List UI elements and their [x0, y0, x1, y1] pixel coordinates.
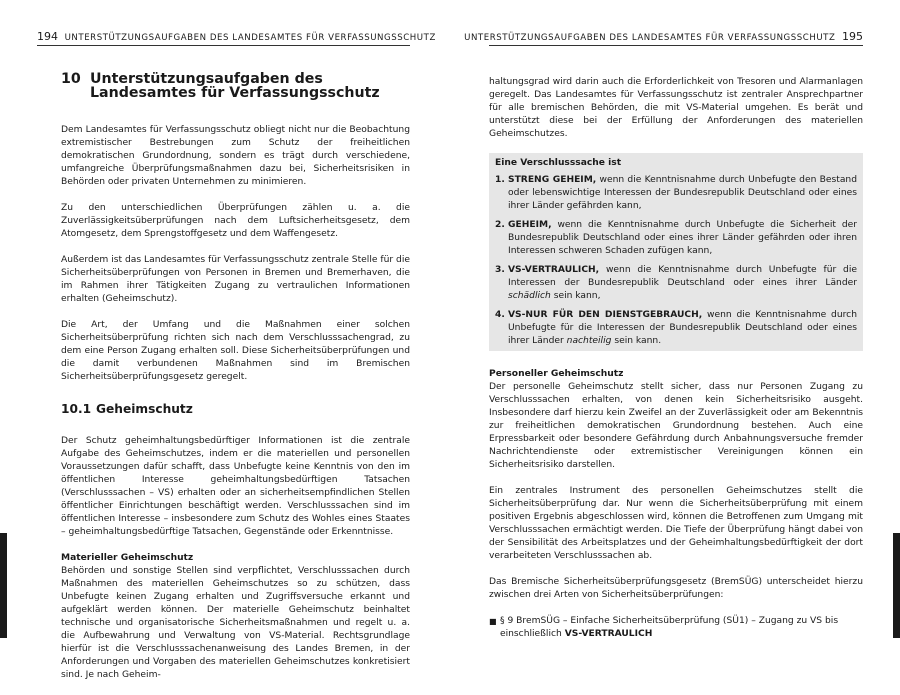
intro-paragraph-2: Zu den unterschiedlichen Überprüfungen zählen u. a. die Zuverlässigkeitsüberprüfungen nach dem Luftsicherheitsgesetz, dem Atomgesetz, dem Sprengstoffgesetz und dem Waffengesetz. [61, 203, 410, 239]
box-title: Eine Verschlusssache ist [495, 158, 622, 168]
bremsueg-paragraph: Das Bremische Sicherheitsüberprüfungsgesetz (BremSÜG) unterscheidet hierzu zwischen drei Arten von Sicherheitsüberprüfungen: [489, 577, 863, 600]
classification-item [495, 264, 857, 303]
item-text: wenn die Kenntnisnahme durch Unbefugte die Sicherheit der Bundesrepublik Deutschland oder eines ihrer Länder gefährden oder ihren Interessen schweren Schaden zufügen kann, [508, 220, 857, 256]
right-page-number: 195 [842, 30, 863, 43]
bullet-bold-text: VS-VERTRAULICH [564, 629, 653, 639]
chapter-number: 10 [61, 71, 81, 87]
item-emphasis: schädlich [508, 291, 551, 301]
item-term: VS-NUR FÜR DEN DIENSTGEBRAUCH, [508, 310, 703, 320]
material-paragraph: Behörden und sonstige Stellen sind verpflichtet, Verschlusssachen durch Maßnahmen des materiellen Geheimschutzes so zu schützen, dass Unbefugte keinen Zugang erhalten und Zugriffsversuche erkannt und aufgeklärt werden können. Der materielle Geheimschutz beinhaltet technische und organisatorische Sicherheitsmaßnahmen und regelt u. a. die Aufbewahrung und Verwaltung von VS-Material. Rechtsgrundlage hierfür ist die Verschlusssachenanweisung des Landes Bremen, in der Anforderungen und Vorgaben des materiellen Geheimschutzes konkretisiert sind. Je nach Geheim- [61, 566, 410, 680]
left-running-head-text: UNTERSTÜTZUNGSAUFGABEN DES LANDESAMTES FÜR VERFASSUNGSSCHUTZ [64, 33, 436, 43]
right-running-head-text: UNTERSTÜTZUNGSAUFGABEN DES LANDESAMTES FÜR VERFASSUNGSSCHUTZ [464, 33, 836, 43]
item-term: STRENG GEHEIM, [508, 175, 597, 185]
intro-paragraph-4: Die Art, der Umfang und die Maßnahmen einer solchen Sicherheitsüberprüfung richten sich nach dem Verschlusssachengrad, zu dem eine Person Zugang erhalten soll. Diese Sicherheitsüberprüfungen und die damit verbundenen Maßnahmen sind im Bremischen Sicherheitsüberprüfungsgesetz geregelt. [61, 320, 410, 382]
intro-paragraph-1: Dem Landesamtes für Verfassungsschutz obliegt nicht nur die Beobachtung extremistischer Bestrebungen zum Schutz der freiheitlichen demokratischen Grundordnung, sondern es trägt durch verschiedene, umfangreiche Überprüfungsmaßnahmen dazu bei, Sicherheitsrisiken in Behörden oder privaten Unternehmen zu minimieren. [61, 125, 410, 187]
left-header-rule [37, 45, 410, 46]
bullet-text: § 9 BremSÜG – Einfache Sicherheitsüberprüfung (SÜ1) – Zugang zu VS bis einschließlich [500, 616, 839, 639]
classification-list [495, 174, 857, 348]
personnel-paragraph: Der personelle Geheimschutz stellt sicher, dass nur Personen Zugang zu Verschlusssachen erhalten, von denen kein Sicherheitsrisiko ausgeht. Insbesondere darf hierzu kein Zweifel an der Zuverlässigkeit oder am Bekenntnis zur freiheitlichen demokratischen Grundordnung bestehen. Auch eine Erpressbarkeit oder besondere Gefährdung durch Anbahnungsversuche fremder Nachrichtendienste oder extremistischer Vereinigungen können ein Sicherheitsrisiko darstellen. [489, 382, 863, 470]
item-text-end: sein kann, [550, 291, 601, 301]
chapter-title: Unterstützungsaufgaben des Landesamtes für Verfassungsschutz [90, 71, 380, 101]
chapter-heading [61, 72, 410, 100]
left-page [0, 0, 450, 680]
item-term: VS-VERTRAULICH, [508, 265, 600, 275]
section-number: 10.1 [61, 402, 92, 416]
verschlusssache-box [489, 153, 863, 351]
classification-item [495, 219, 857, 258]
instrument-paragraph: Ein zentrales Instrument des personellen Geheimschutzes stellt die Sicherheitsüberprüfung dar. Nur wenn die Sicherheitsüberprüfung mit einem positiven Ergebnis abgeschlossen wird, können die Betroffenen zum Umgang mit Verschlusssachen ermächtigt werden. Die Tiefe der Überprüfung hängt dabei von der Sensibilität des Arbeitsplatzes und der Geheimhaltungsbedürftigkeit der dort verarbeiteten Verschlusssachen ab. [489, 486, 863, 561]
geheimschutz-paragraph: Der Schutz geheimhaltungsbedürftiger Informationen ist die zentrale Aufgabe des Geheimschutzes, indem er die materiellen und personellen Voraussetzungen dafür schafft, dass Unbefugte keine Kenntnis von den im öffentlichen Interesse geheimhaltungsbedürftigen Tatsachen (Verschlusssachen – VS) erhalten oder an sicherheitsempfindlichen Stellen öffentlicher Einrichtungen beschäftigt werden. Verschlusssachen sind im öffentlichen Interesse – insbesondere zum Schutz des Wohles eines Staates – geheimhaltungsbedürftige Tatsachen, Gegenstände oder Erkenntnisse. [61, 436, 410, 537]
right-running-header [464, 30, 863, 43]
left-edge-thumb-tab [0, 533, 7, 638]
item-number: 4. [495, 310, 505, 320]
square-bullet-icon: ■ [489, 617, 497, 626]
continuation-paragraph: haltungsgrad wird darin auch die Erforderlichkeit von Tresoren und Alarmanlagen geregelt. Das Landesamtes für Verfassungsschutz ist zentraler Ansprechpartner für alle bremischen Behörden, die mit VS-Material umgehen. Es berät und unterstützt diese bei der Erfüllung der Anforderungen des materiellen Geheimschutzes. [489, 77, 863, 139]
left-running-header [37, 30, 436, 43]
personnel-heading: Personeller Geheimschutz [489, 369, 624, 379]
item-text: wenn die Kenntnisnahme durch Unbefugte für die Interessen der Bundesrepublik Deutschland oder eines ihrer Länder [508, 265, 857, 288]
item-number: 2. [495, 220, 505, 230]
intro-paragraph-3: Außerdem ist das Landesamtes für Verfassungsschutz zentrale Stelle für die Sicherheitsüberprüfungen von Personen in Bremen und Bremerhaven, die im Rahmen ihrer Tätigkeiten Zugang zu vertraulichen Informationen erhalten (Geheimschutz). [61, 255, 410, 304]
material-heading: Materieller Geheimschutz [61, 553, 194, 563]
classification-item [495, 309, 857, 348]
item-text-end: sein kann. [611, 336, 662, 346]
right-edge-thumb-tab [893, 533, 900, 638]
section-title: Geheimschutz [96, 402, 193, 416]
item-text: wenn die Kenntnisnahme durch Unbefugte für die Interessen der Bundesrepublik Deutschland oder eines ihrer Länder [508, 310, 857, 346]
item-number: 3. [495, 265, 505, 275]
left-page-number: 194 [37, 30, 58, 43]
item-term: GEHEIM, [508, 220, 552, 230]
item-text: wenn die Kenntnisnahme durch Unbefugte den Bestand oder lebenswichtige Interessen der Bundesrepublik Deutschland oder eines ihrer Länder gefährden kann, [508, 175, 858, 211]
classification-item [495, 174, 857, 213]
right-page [450, 0, 900, 638]
item-number: 1. [495, 175, 505, 185]
left-text-column [61, 72, 410, 695]
list-item [489, 615, 863, 641]
right-header-rule [489, 45, 863, 46]
section-heading [61, 403, 410, 416]
right-text-column [489, 76, 863, 641]
item-emphasis: nachteilig [566, 336, 612, 346]
